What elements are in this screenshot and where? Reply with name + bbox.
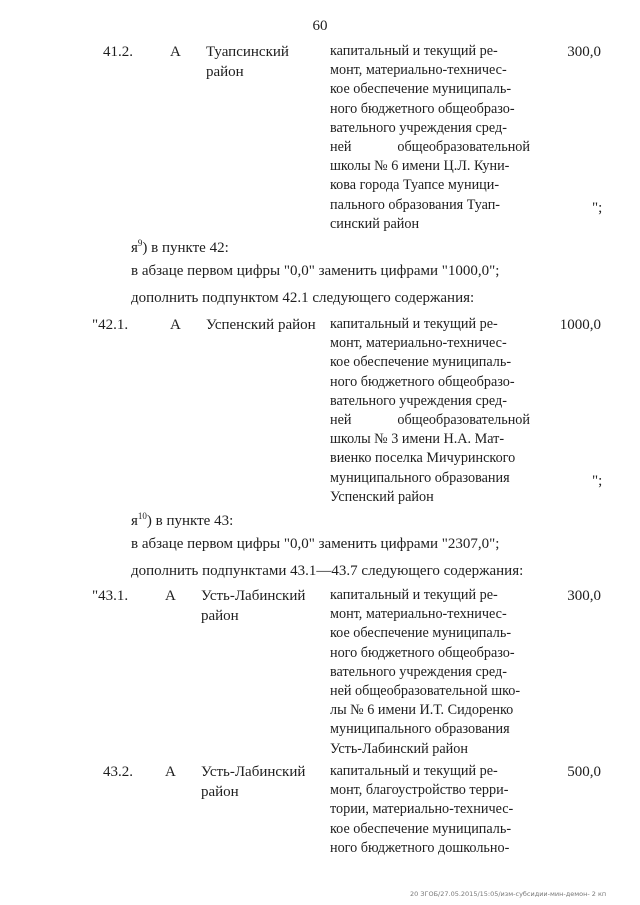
row-amount: 300,0: [567, 44, 601, 60]
row-category: А: [165, 588, 176, 604]
row-district: Туапсинский район: [206, 44, 289, 80]
row-amount: 1000,0: [559, 317, 601, 333]
row-purpose: капитальный и текущий ре- монт, благоустройство терри- тории, материально-техничес- кое обеспечение муниципаль- ного бюджетного дошкольно-: [330, 763, 514, 856]
row-category: А: [170, 317, 181, 333]
paragraph-replace-43: в абзаце первом цифры "0,0" заменить цифрами "2307,0";: [131, 536, 500, 552]
row-purpose: капитальный и текущий ре- монт, материально-техничес- кое обеспечение муниципаль- ного бюджетного общеобразо- вательного учреждения сред- ней общеобразовательной шко- лы № 6 имени И.Т. Сидоренко муниципального образования Усть-Лабинский район: [330, 587, 521, 757]
paragraph-item-42: $я^9$) в пункте 42:: [131, 238, 229, 256]
row-number: "42.1.: [92, 317, 129, 333]
row-end-quote: ";: [592, 200, 603, 216]
document-footer: 20 ЗГОБ/27.05.2015/15:05/изм-субсидии-мин-демон- 2 кп: [410, 890, 607, 898]
row-purpose: капитальный и текущий ре- монт, материально-техничес- кое обеспечение муниципаль- ного бюджетного общеобразо- вательного учреждения сред- ней общеобразовательной школы № 3 имени Н.А. Мат- виенко поселка Мичуринского муниципального образования Успенский район: [330, 316, 530, 505]
row-number: 43.2.: [103, 764, 133, 780]
row-number: "43.1.: [92, 588, 129, 604]
row-amount: 300,0: [567, 588, 601, 604]
paragraph-replace-42: в абзаце первом цифры "0,0" заменить цифрами "1000,0";: [131, 263, 500, 279]
row-end-quote: ";: [592, 473, 603, 489]
paragraph-add-42: дополнить подпунктом 42.1 следующего содержания:: [131, 290, 475, 306]
page-number: 60: [312, 18, 328, 34]
row-purpose: капитальный и текущий ре- монт, материально-техничес- кое обеспечение муниципаль- ного бюджетного общеобразо- вательного учреждения сред- ней общеобразовательной школы № 6 имени Ц.Л. Куни- кова города Туапсе муници- пального образования Туап- синский район: [330, 43, 530, 232]
row-district: Успенский район: [206, 317, 316, 333]
row-number: 41.2.: [103, 44, 133, 60]
row-district: Усть-Лабинский район: [201, 764, 306, 800]
paragraph-item-43: $я^{10}$) в пункте 43:: [131, 511, 234, 529]
paragraph-add-43: дополнить подпунктами 43.1—43.7 следующего содержания:: [131, 563, 524, 579]
row-category: А: [165, 764, 176, 780]
row-district: Усть-Лабинский район: [201, 588, 306, 624]
row-amount: 500,0: [567, 764, 601, 780]
row-category: А: [170, 44, 181, 60]
